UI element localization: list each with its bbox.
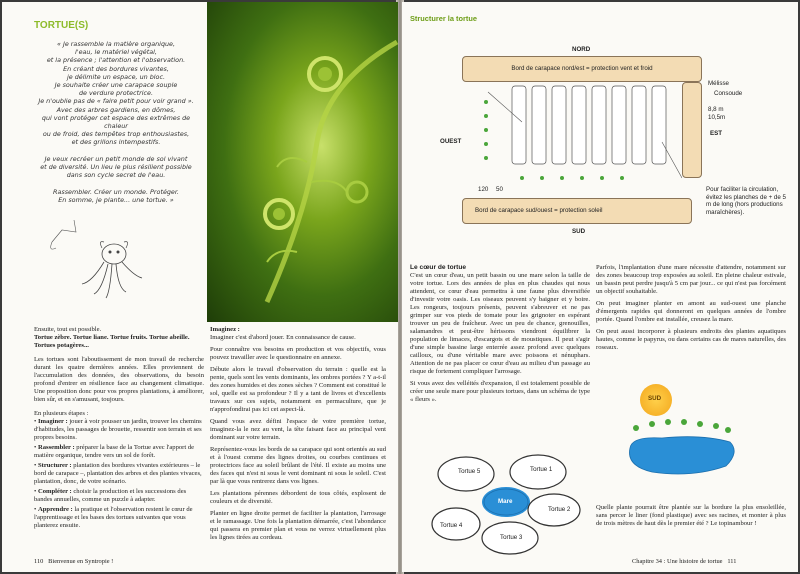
step-label: Imaginer :	[37, 418, 68, 425]
poem-line	[30, 179, 202, 187]
dim-88: 8,8 m	[708, 106, 724, 113]
flower-tortue-4: Tortue 4	[440, 522, 463, 529]
flower-tortue-5: Tortue 5	[458, 468, 481, 475]
step-text: choisir la production et les successions des bandes annuelles, comme un puzzle à adapter.	[34, 488, 187, 503]
step-text: préparer la base de la Tortue avec l'apport de matière organique, tendre vers un sol de forêt.	[34, 444, 195, 459]
step-text: jouer à voir pousser un jardin, trouver les chemins d'habitudes, les passages de brouette, ressentir son terrain et ses propres besoins.	[34, 418, 202, 441]
right-page	[402, 2, 798, 572]
octopus-sketch	[42, 212, 152, 302]
poem-line: et la présence ; l'attention et l'observation.	[46, 56, 186, 65]
poem-line: dans son cycle secret de l'eau.	[66, 171, 166, 180]
paragraph: Débute alors le travail d'observation du terrain : quelle est la pente, quels sont les vents dominants, les ombres portées ? Y a-t-il des zones humides et des zones sèches ? Comment est constitué le sol, quelle est sa profondeur ? Il y a tant de livres et d'excellents travaux sur ces sujets, notamment en permaculture, que je n'approfondirai pas ici cet aspect-là.	[210, 366, 386, 413]
step-text: plantation des bordures vivantes extérieures – le bord de carapace –, plantation des arbres et des plantes vivaces, plantation, donc, de votre scénario.	[34, 462, 202, 485]
poem-line	[30, 147, 202, 155]
paragraph: On peut aussi incorporer à plusieurs endroits des plantes aquatiques hautes, comme le papyrus, ou dans certains cas de mares naturelles, des roseaux.	[596, 328, 786, 351]
bed-south-label: Bord de carapace sud/ouest = protection soleil	[475, 207, 603, 215]
poem-line: Rassembler. Créer un monde. Protéger.	[53, 187, 179, 196]
steps-intro: En plusieurs étapes :	[34, 410, 89, 417]
poem-line: « Je rassemble la matière organique,	[56, 40, 176, 48]
flower-mare-label: Mare	[498, 498, 513, 505]
step-label: Rassembler :	[37, 444, 75, 451]
flower-tortue-3: Tortue 3	[500, 534, 523, 541]
right-page-number: 111	[727, 558, 737, 565]
bed-east	[682, 82, 702, 178]
paragraph: On peut imaginer planter en amont au sud-ouest une planche d'émergents rapides qui donneront en quelques années de l'ombre portée. Quand l'ombre est installée, creusez la mare.	[596, 300, 786, 323]
paragraph: Représentez-vous les bords de sa carapace qui sont orientés au sud et à l'ouest comme des lignes droites, ou courbes continues et protectrices face au soleil brûlant de l'été. Il existe au moins une des faces qui n'est ni sous le vent dominant ni sous le soleil. C'est par là que vous rentrerez dans vos lignes.	[210, 446, 386, 485]
step-item	[34, 506, 204, 530]
imaginez-column	[210, 326, 386, 546]
nord-label: NORD	[572, 46, 591, 53]
left-footer	[34, 558, 113, 565]
consoude-label: Consoude	[714, 90, 743, 97]
dim-105: 10,5m	[708, 114, 726, 121]
step-item	[34, 444, 204, 460]
bold-line-1: Tortue zèbre. Tortue liane. Tortue fruits. Tortue abeille.	[34, 334, 190, 341]
sud-label: SUD	[572, 228, 586, 235]
bed-south	[462, 198, 692, 224]
paragraph: Imaginer c'est d'abord jouer. En connaissance de cause.	[210, 334, 356, 341]
left-page	[2, 2, 398, 572]
poem-line: l'eau, le matériel végétal,	[75, 48, 157, 57]
right-footer-chapter: Chapitre 34 : Une histoire de tortue	[632, 558, 723, 565]
poem-line: je délimite un espace, un bloc.	[66, 72, 166, 81]
step-label: Apprendre :	[37, 506, 73, 513]
tortue-plan	[482, 82, 682, 192]
bed-north	[462, 56, 702, 82]
bold-line-2: Tortues potagères...	[34, 342, 89, 349]
ouest-label: OUEST	[440, 138, 462, 145]
intro-text: Ensuite, tout est possible.	[34, 326, 102, 333]
flower-tortue-1: Tortue 1	[530, 466, 553, 473]
step-item	[34, 462, 204, 486]
step-label: Structurer :	[37, 462, 72, 469]
para-1: Les tortues sont l'aboutissement de mon travail de recherche durant les quatre dernières années. Elles proviennent de l'accumulation des données, des observations, du besoin profond d'entrer en résilience face au changement climatique. Une proposition donc pour vos propres plantations, à améliorer, bien sûr, et en s'amusant, toujours.	[34, 356, 204, 403]
paragraph: Pour connaître vos besoins en production et vos objectifs, vous pouvez travailler avec le questionnaire en annexe.	[210, 346, 386, 361]
fern-photo	[207, 2, 398, 322]
coeur-body	[410, 272, 590, 404]
left-column	[34, 326, 204, 532]
est-label: EST	[710, 130, 723, 137]
poem-block	[30, 40, 202, 204]
poem-line: En somme, je plante... une tortue. »	[58, 195, 174, 204]
page-title: TORTUE(S)	[34, 20, 89, 31]
dim-120: 120	[478, 186, 489, 193]
poem-line: Je veux recréer un petit monde de sol vivant	[44, 154, 188, 163]
poem-line: Je souhaite créer une carapace souple	[54, 81, 178, 90]
poem-line: qui vont protéger cet espace des extrêmes de chaleur	[41, 113, 191, 131]
poem-line: ou de froid, des tempêtes trop enthousiastes,	[42, 130, 190, 139]
dim-50: 50	[496, 186, 503, 193]
right-column-body	[596, 264, 786, 352]
coeur-title: Le cœur de tortue	[410, 264, 467, 271]
sun-sud-label: SUD	[648, 395, 662, 402]
poem-line: de verdure protectrice.	[79, 89, 153, 98]
step-text: la pratique et l'observation restent le cœur de l'apprentissage et les bases des tortues suivantes que vous planterez ensuite.	[34, 506, 193, 529]
left-page-number: 110	[34, 558, 44, 565]
pond-illustration	[622, 418, 742, 480]
poem-line: Je n'oublie pas de « faire petit pour voir grand ».	[38, 97, 194, 106]
poem-line: En créant des bordures vivantes,	[63, 64, 169, 73]
imaginez-body	[210, 334, 386, 542]
coeur-column	[410, 264, 590, 408]
steps-list	[34, 418, 204, 530]
paragraph: Planter en ligne droite permet de faciliter la plantation, l'arrosage et le ramassage. Une fois la plantation démarrée, c'est l'abondance qui passera en premier plan et vous ne verrez virtuellement plus les lignes tirées au cordeau.	[210, 510, 386, 541]
poem-line: et des grillons intempestifs.	[71, 138, 161, 147]
paragraph: C'est un cœur d'eau, un petit bassin ou une mare selon la taille de votre tortue. Lors des années de plus en plus chaudes qui nous attendent, ce cœur d'eau permettra à une faune plus diversifiée d'investir votre oasis. Les oiseaux peuvent s'y baigner et y boire. Les rongeurs, toujours présents, peuvent s'abreuver et ne pas grimper sur vos pieds de tomate pour les grignoter en espérant trouver un peu de fraîcheur. Avec un peu de chance, grenouilles, salamandres et peut-être hérissons viendront équilibrer la population de limaces, d'escargots et de moustiques. Il peut s'agir d'une simple bassine large enterrée assez profond avec quelques cailloux, ou d'une véritable mare avec poissons et nénuphars. Attention de ne pas placer ce cœur d'eau au milieu d'un passage au risque de fortement compliquer l'arrosage.	[410, 272, 590, 375]
poem-line: et de diversité. Un lieu le plus résilient possible	[40, 163, 192, 172]
right-column	[596, 264, 786, 356]
paragraph: Si vous avez des velléités d'expansion, il est totalement possible de créer une seule mare pour plusieurs tortues, dans un schéma de type « fleurs ».	[410, 380, 590, 403]
paragraph: Parfois, l'implantation d'une mare nécessite d'attendre, notamment sur des zones beaucoup trop exposées au soleil. En pleine chaleur estivale, un bassin peut perdre jusqu'à 5 cm par jour... ce qui n'est pas forcément un objectif souhaitable.	[596, 264, 786, 295]
poem-line: Avec des arbres gardiens, en dômes,	[56, 105, 176, 114]
paragraph: Les plantations pérennes débordent de tous côtés, explosent de couleurs et de diversité.	[210, 490, 386, 505]
question-text: Quelle plante pourrait être plantée sur la bordure la plus ensoleillée, sans percer le liner (fond plastique) avec ses racines, et monter à plus de trois mètres de haut dès le premier été ? Le topinambour !	[596, 504, 786, 527]
paragraph: Quand vous avez défini l'espace de votre première tortue, imaginez-la le nez au vent, la tête faisant face au principal vent dominant sur votre terrain.	[210, 418, 386, 441]
step-item	[34, 418, 204, 442]
flower-tortue-2: Tortue 2	[548, 506, 571, 513]
left-footer-title: Bienvenue en Syntropie !	[48, 558, 114, 565]
right-footer	[632, 558, 736, 565]
melisse-label: Mélisse	[708, 80, 729, 87]
step-label: Compléter :	[37, 488, 72, 495]
circulation-note: Pour faciliter la circulation, évitez les planches de + de 5 m de long (hors productions maraîchères).	[706, 186, 786, 216]
step-item	[34, 488, 204, 504]
diagram-title: Structurer la tortue	[410, 14, 477, 23]
imaginez-title: Imaginez :	[210, 326, 240, 333]
bed-north-label: Bord de carapace nord/est = protection vent et froid	[511, 65, 653, 73]
